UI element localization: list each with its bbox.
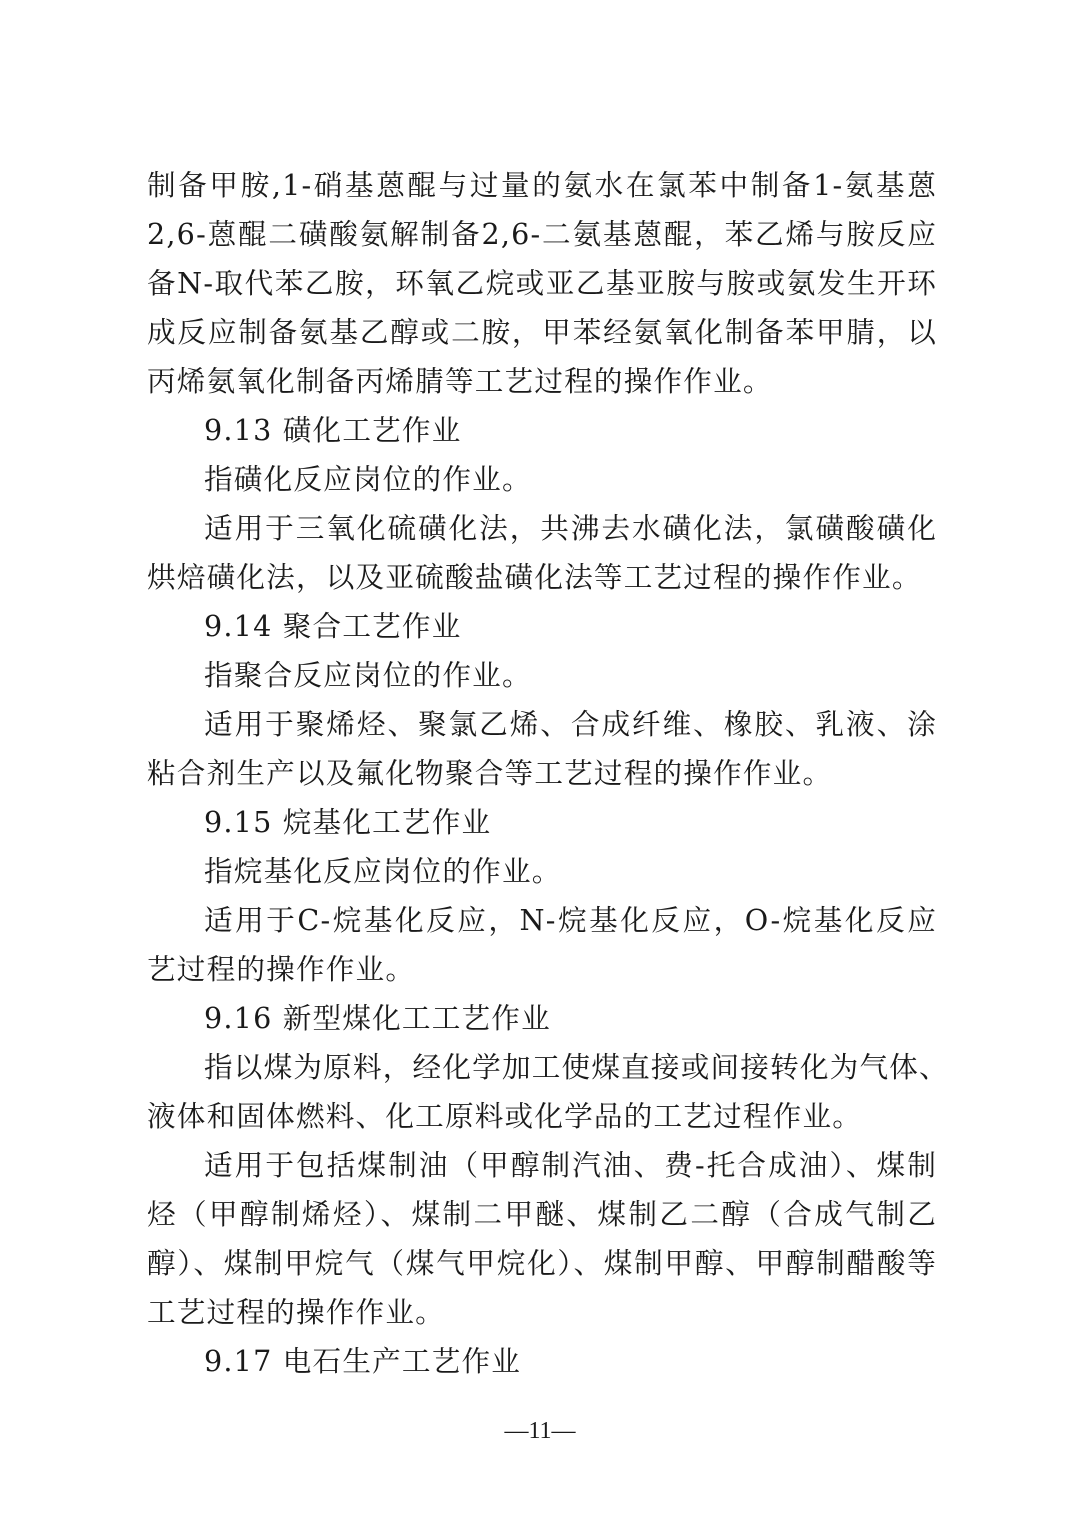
section-heading-9-16: 9.16 新型煤化工工艺作业 (204, 1001, 551, 1035)
paragraph-line: 制备甲胺,1-硝基蒽醌与过量的氨水在氯苯中制备1-氨基蒽 (147, 168, 937, 202)
paragraph-line: 丙烯氨氧化制备丙烯腈等工艺过程的操作作业。 (147, 364, 773, 398)
paragraph-line: 指磺化反应岗位的作业。 (204, 462, 532, 496)
paragraph-line: 适用于三氧化硫磺化法，共沸去水磺化法，氯磺酸磺化 (204, 511, 937, 545)
paragraph-line: 粘合剂生产以及氟化物聚合等工艺过程的操作作业。 (147, 756, 833, 790)
paragraph-line: 指聚合反应岗位的作业。 (204, 658, 532, 692)
paragraph-line: 成反应制备氨基乙醇或二胺，甲苯经氨氧化制备苯甲腈，以 (147, 315, 937, 349)
paragraph-line: 2,6-蒽醌二磺酸氨解制备2,6-二氨基蒽醌，苯乙烯与胺反应 (147, 217, 937, 251)
paragraph-line: 指以煤为原料，经化学加工使煤直接或间接转化为气体、 (204, 1050, 949, 1084)
paragraph-line: 指烷基化反应岗位的作业。 (204, 854, 562, 888)
paragraph-line: 备N-取代苯乙胺，环氧乙烷或亚乙基亚胺与胺或氨发生开环 (147, 266, 937, 300)
paragraph-line: 适用于聚烯烃、聚氯乙烯、合成纤维、橡胶、乳液、涂 (204, 707, 937, 741)
page-number: —11— (504, 1418, 576, 1444)
section-heading-9-13: 9.13 磺化工艺作业 (204, 413, 462, 447)
paragraph-line: 适用于C-烷基化反应，N-烷基化反应，O-烷基化反应 (204, 903, 937, 937)
paragraph-line: 烃（甲醇制烯烃）、煤制二甲醚、煤制乙二醇（合成气制乙 (147, 1197, 937, 1231)
paragraph-line: 醇）、煤制甲烷气（煤气甲烷化）、煤制甲醇、甲醇制醋酸等 (147, 1246, 937, 1280)
section-heading-9-14: 9.14 聚合工艺作业 (204, 609, 462, 643)
section-heading-9-15: 9.15 烷基化工艺作业 (204, 805, 492, 839)
paragraph-line: 液体和固体燃料、化工原料或化学品的工艺过程作业。 (147, 1099, 863, 1133)
paragraph-line: 烘焙磺化法，以及亚硫酸盐磺化法等工艺过程的操作作业。 (147, 560, 922, 594)
section-heading-9-17: 9.17 电石生产工艺作业 (204, 1344, 522, 1378)
paragraph-line: 工艺过程的操作作业。 (147, 1295, 445, 1329)
body-text (147, 161, 949, 1386)
paragraph-line: 艺过程的操作作业。 (147, 952, 416, 986)
paragraph-line: 适用于包括煤制油（甲醇制汽油、费-托合成油）、煤制 (204, 1148, 937, 1182)
